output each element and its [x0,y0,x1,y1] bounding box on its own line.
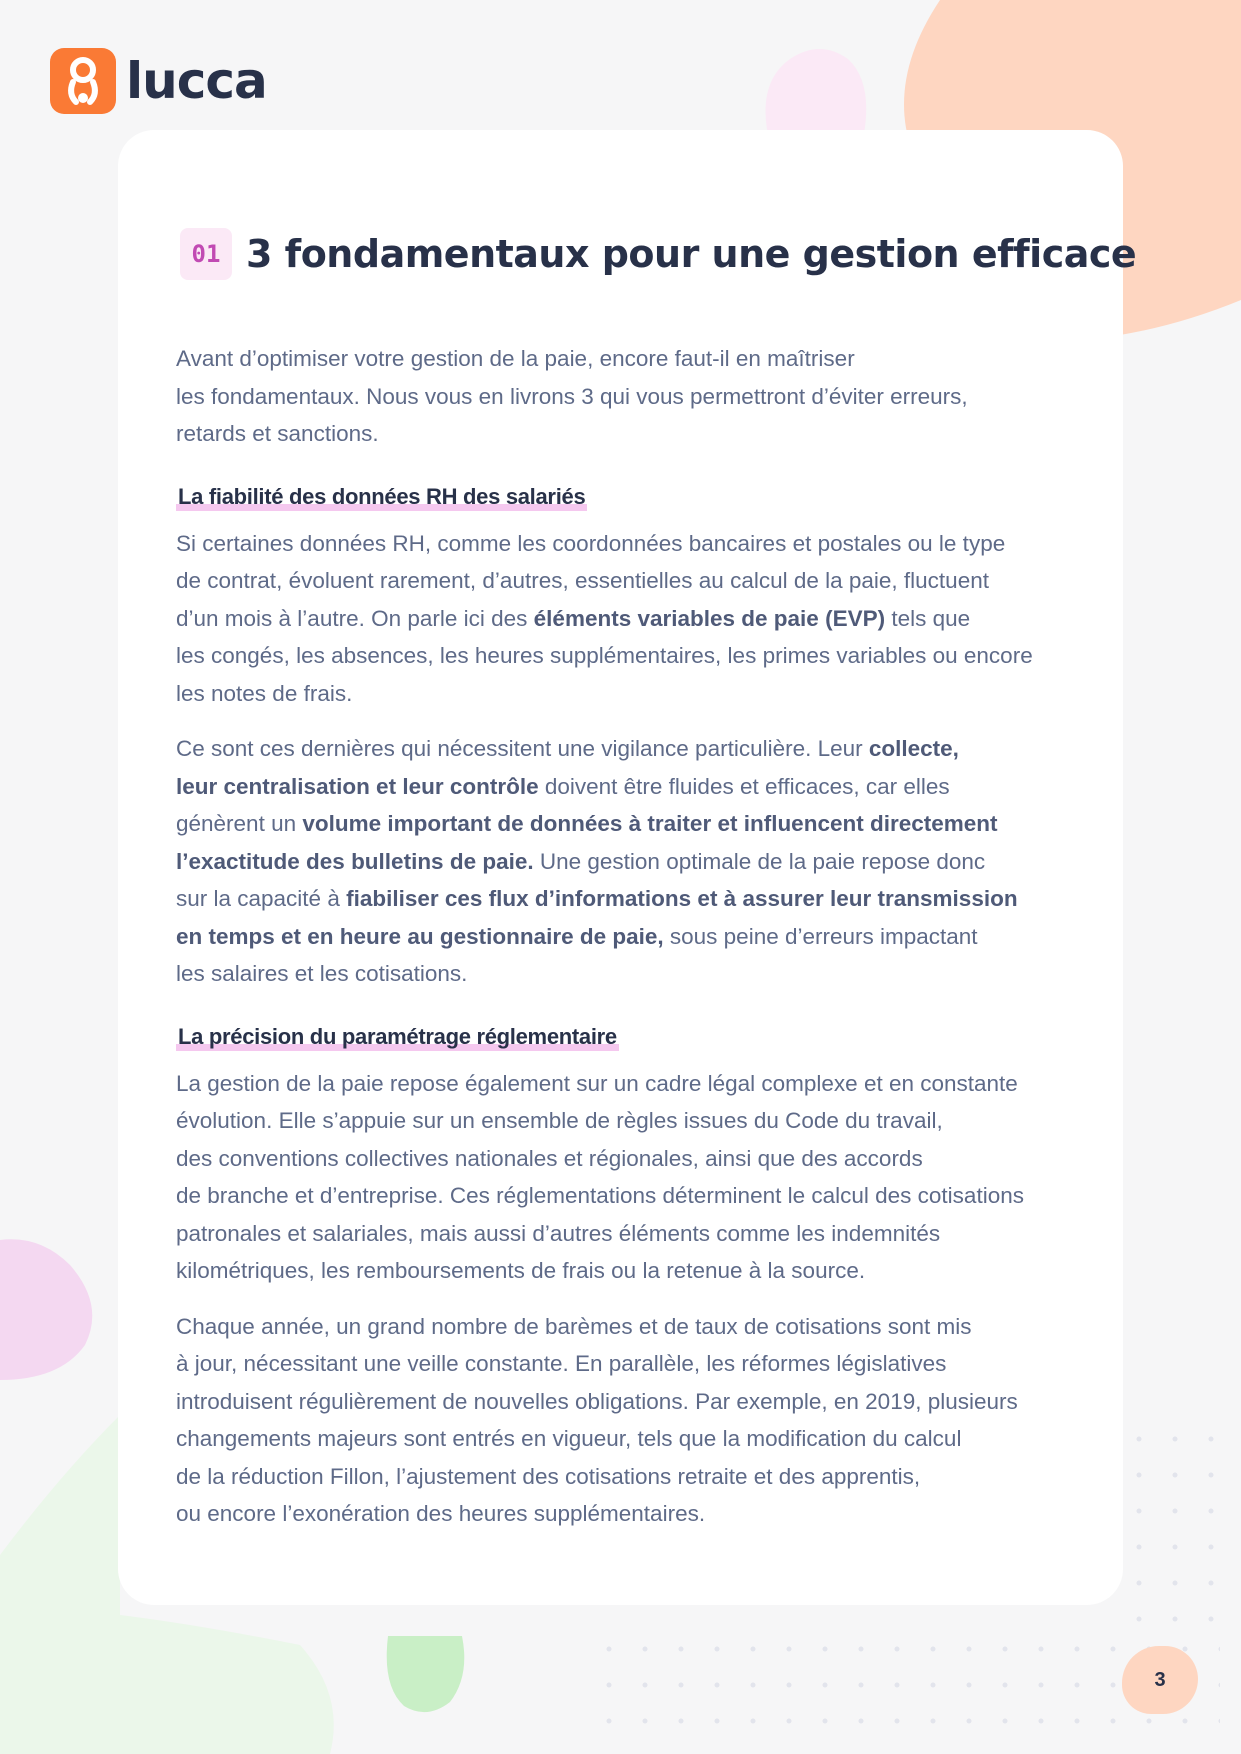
green-blob-bottom [382,1636,468,1716]
page-title: 3 fondamentaux pour une gestion efficace [246,232,1137,276]
lucca-logo-icon [50,48,116,114]
subheading-regulatory-settings: La précision du paramétrage réglementaire [178,1023,617,1049]
paragraph-annual-updates: Chaque année, un grand nombre de barèmes et de taux de cotisations sont mis à jour, nécessitant une veille constante. En parallèle, les réformes législatives introduisent régulièrement de nouvelles obligations. Par exemple, en 2019, plusieurs changements majeurs sont entrés en vigueur, tels que la modification du calcul de la réduction Fillon, l’ajustement des cotisations retraite et des apprentis, ou encore l’exonération des heures supplémentaires. [176,1313,1018,1526]
subheading-data-reliability: La fiabilité des données RH des salariés [178,483,586,509]
paragraph-legal-framework: La gestion de la paie repose également sur un cadre légal complexe et en constante évolution. Elle s’appuie sur un ensemble de règles issues du Code du travail, des conventions collectives nationales et régionales, ainsi que des accords de branche et d’entreprise. Ces réglementations déterminent le calcul des cotisations patronales et salariales, mais aussi d’autres éléments comme les indemnités kilométriques, les remboursements de frais ou la retenue à la source. [176,1070,1024,1283]
logo-wordmark: lucca [126,52,267,110]
section-number-badge: 01 [180,228,232,280]
paragraph-evp: Si certaines données RH, comme les coordonnées bancaires et postales ou le type de contrat, évoluent rarement, d’autres, essentielles au calcul de la paie, fluctuent d’un mois à l’autre. On parle ici des éléments variables de paie (EVP) tels que les congés, les absences, les heures supplémentaires, les primes variables ou encore les notes de frais. [176,530,1033,706]
page-number-badge: 3 [1122,1646,1198,1714]
lucca-logo [50,48,267,114]
intro-paragraph: Avant d’optimiser votre gestion de la paie, encore faut-il en maîtriser les fondamentaux. Nous vous en livrons 3 qui vous permettront d’éviter erreurs, retards et sanctions. [176,346,968,446]
body-content [176,340,1076,1551]
paragraph-vigilance: Ce sont ces dernières qui nécessitent une vigilance particulière. Leur collecte, leur centralisation et leur contrôle doivent être fluides et efficaces, car elles génèrent un volume important de données à traiter et influencent directement l’exactitude des bulletins de paie. Une gestion optimale de la paie repose donc sur la capacité à fiabiliser ces flux d’informations et à assurer leur transmission en temps et en heure au gestionnaire de paie, sous peine d’erreurs impactant les salaires et les cotisations. [176,736,1018,986]
dot-grid-right [1130,1430,1241,1645]
pink-blob-left [0,1235,100,1385]
pink-blob-top [760,44,870,144]
section-heading [180,228,1136,280]
